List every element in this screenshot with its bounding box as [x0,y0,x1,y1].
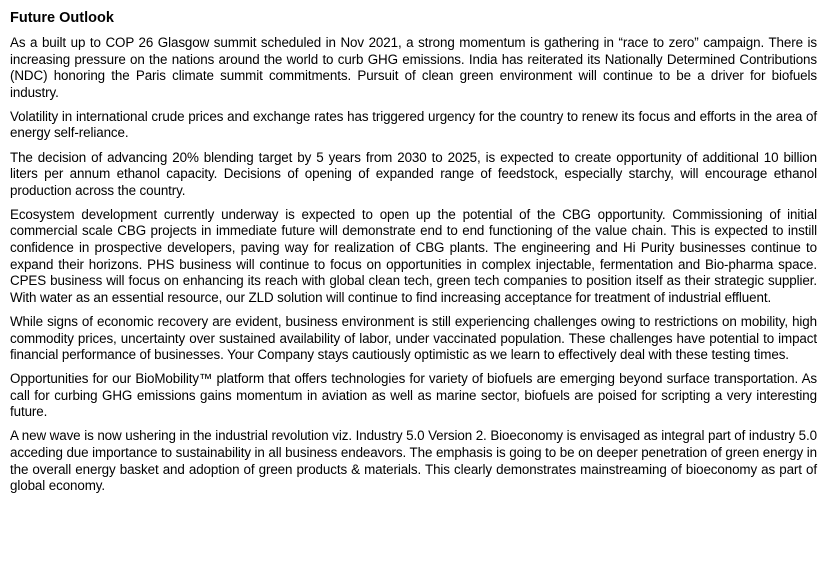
section-heading: Future Outlook [10,10,114,26]
paragraph-economic-recovery: While signs of economic recovery are evident, business environment is still experiencing challenges owing to restrictions on mobility, high commodity prices, uncertainty over sustained availability of labor, under vaccinated population. These challenges have potential to impact financial performance of businesses. Your Company stays cautiously optimistic as we learn to effectively deal with these testing times. [10,313,817,363]
paragraph-cop26: As a built up to COP 26 Glasgow summit scheduled in Nov 2021, a strong momentum is gathering in “race to zero” campaign. There is increasing pressure on the nations around the world to curb GHG emissions. India has reiterated its Nationally Determined Contributions (NDC) honoring the Paris climate summit commitments. Pursuit of clean green environment will continue to be a driver for biofuels industry. [10,35,817,100]
paragraph-industry-5: A new wave is now ushering in the industrial revolution viz. Industry 5.0 Version 2. Bioeconomy is envisaged as integral part of industry 5.0 acceding due importance to sustainability in all business endeavors. The emphasis is going to be on deeper penetration of green energy in the overall energy basket and adoption of green products & materials. This clearly demonstrates mainstreaming of bioeconomy as part of global economy. [10,428,817,494]
paragraph-volatility: Volatility in international crude prices and exchange rates has triggered urgency for the country to renew its focus and efforts in the area of energy self-reliance. [10,108,817,141]
paragraph-blending-target: The decision of advancing 20% blending target by 5 years from 2030 to 2025, is expected to create opportunity of additional 10 billion liters per annum ethanol capacity. Decisions of opening of expanded range of feedstock, especially starchy, will encourage ethanol production across the country. [10,149,817,198]
paragraph-biomobility: Opportunities for our BioMobility™ platform that offers technologies for variety of biofuels are emerging beyond surface transportation. As call for curbing GHG emissions gains momentum in aviation as well as marine sector, biofuels are poised for scripting a very interesting future. [10,371,817,420]
paragraph-ecosystem: Ecosystem development currently underway is expected to open up the potential of the CBG opportunity. Commissioning of initial commercial scale CBG projects in immediate future will demonstrate end to end functioning of the value chain. This is expected to instill confidence in prospective developers, paving way for realization of CBG plants. The engineering and Hi Purity businesses continue to expand their horizons. PHS business will continue to focus on opportunities in complex injectable, fermentation and Bio-pharma space. CPES business will focus on enhancing its reach with global clean tech, green tech companies to position itself as their strategic supplier. With water as an essential resource, our ZLD solution will continue to find increasing acceptance for treatment of industrial effluent. [10,206,817,305]
